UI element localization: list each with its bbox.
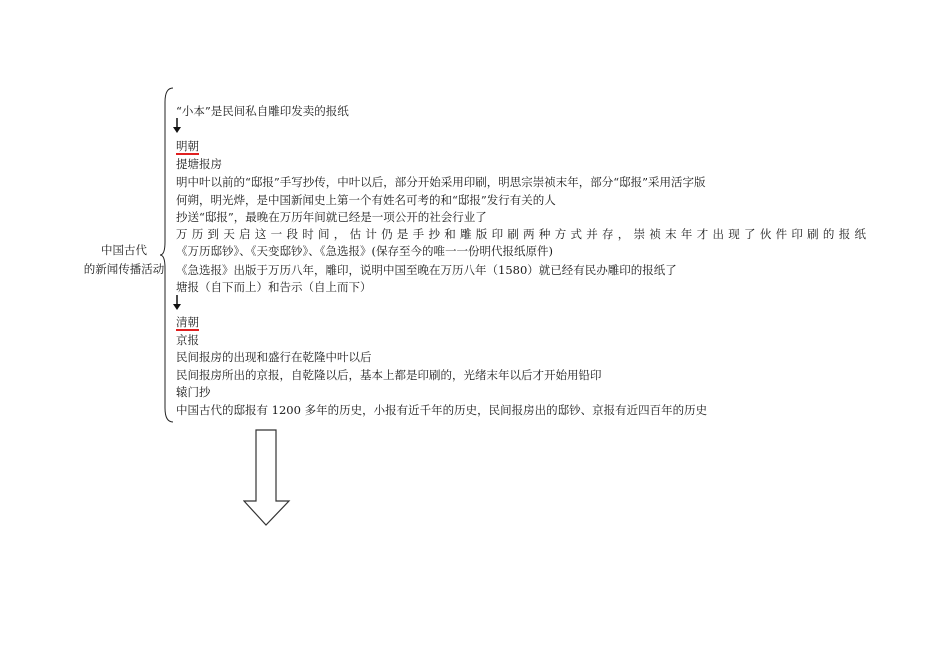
topic-line-2: 的新闻传播活动 (83, 262, 165, 276)
topic-line-1: 中国古代 (101, 243, 147, 257)
ming-item-5: 《万历邸钞》、《天变邸钞》、《急选报》(保存至今的唯一一份明代报纸原件) (176, 244, 553, 258)
qing-item-4: 中国古代的邸报有 1200 多年的历史，小报有近千年的历史，民间报房出的邸钞、京报有近四百年的历史 (176, 403, 708, 417)
qing-item-2: 民间报房所出的京报，自乾隆以后，基本上都是印刷的，光绪末年以后才开始用铅印 (176, 368, 602, 382)
ming-heading: 明朝 (176, 139, 199, 153)
ming-item-3: 抄送“邸报”，最晚在万历年间就已经是一项公开的社会行业了 (176, 210, 487, 224)
qing-heading: 清朝 (176, 315, 199, 329)
qing-item-1: 民间报房的出现和盛行在乾隆中叶以后 (176, 350, 372, 364)
ming-item-0: 提塘报房 (176, 157, 222, 171)
arrow-down-icon (172, 295, 182, 311)
xiaoben-text: “小本”是民间私自雕印发卖的报纸 (176, 104, 349, 118)
arrow-down-icon (172, 118, 182, 134)
ming-item-4: 万历到天启这一段时间，估计仍是手抄和雕版印刷两种方式并存，崇祯末年才出现了伙件印刷的报纸 (176, 227, 866, 241)
qing-item-3: 辕门抄 (176, 385, 211, 399)
ming-item-2: 何朔，明光烨，是中国新闻史上第一个有姓名可考的和“邸报”发行有关的人 (176, 193, 556, 207)
brace-icon (160, 86, 176, 424)
large-down-arrow-icon (243, 429, 291, 527)
ming-item-6: 《急选报》出版于万历八年，雕印，说明中国至晚在万历八年（1580）就已经有民办雕印的报纸了 (176, 263, 677, 277)
ming-item-7: 塘报（自下而上）和告示（自上而下） (176, 280, 372, 294)
topic-label (78, 241, 170, 279)
ming-item-1: 明中叶以前的“邸报”手写抄传，中叶以后，部分开始采用印刷，明思宗崇祯末年，部分“邸报”采用活字版 (176, 175, 706, 189)
qing-item-0: 京报 (176, 333, 199, 347)
